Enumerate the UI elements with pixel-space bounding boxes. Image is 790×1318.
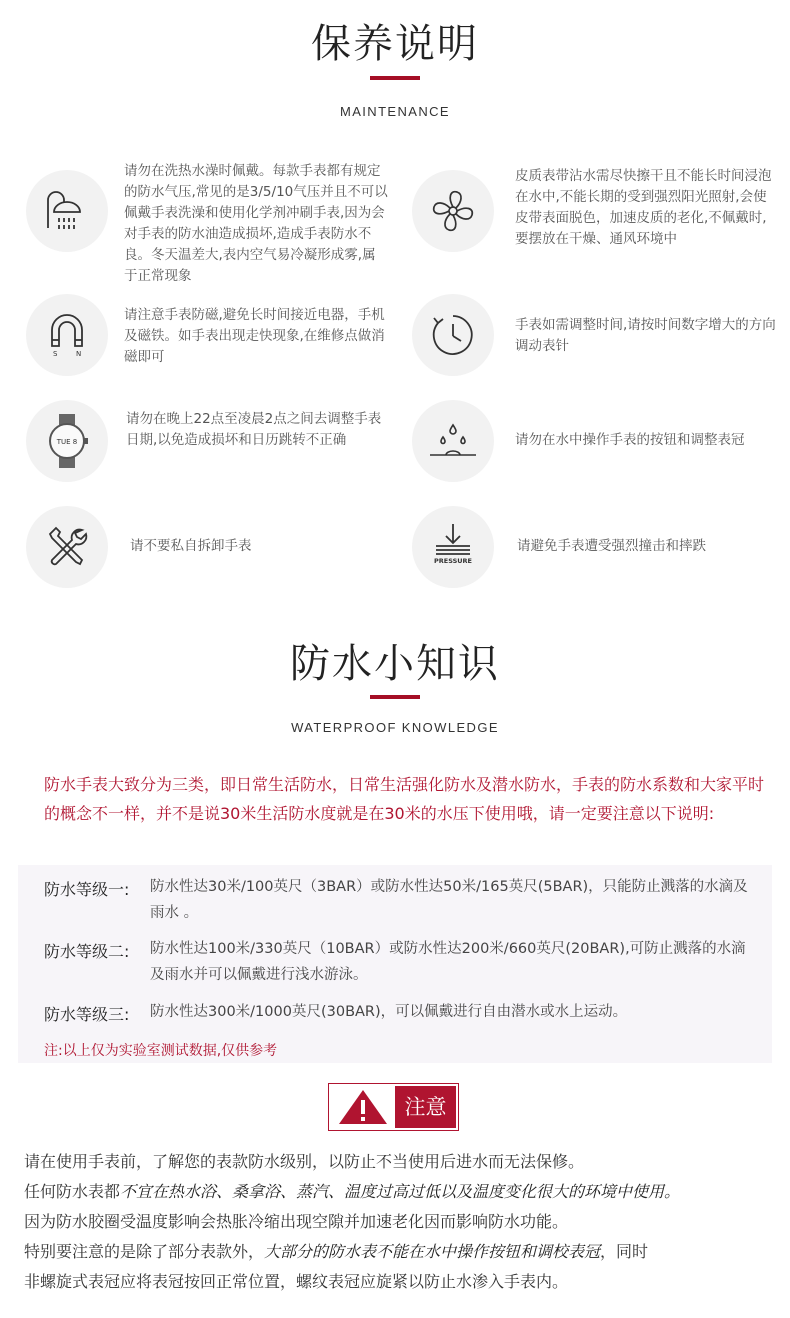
svg-text:S: S <box>53 350 58 358</box>
caution-line-3: 因为防水胶圈受温度影响会热胀冷缩出现空隙并加速老化因而影响防水功能。 <box>24 1212 569 1231</box>
level-1-label: 防水等级一: <box>44 880 130 899</box>
caution-line-4-emphasis: 大部分的防水表不能在水中操作按钮和调校表冠 <box>264 1242 601 1261</box>
level-3-label: 防水等级三: <box>44 1005 130 1024</box>
water-drop-icon <box>412 400 494 482</box>
maintenance-item-text: 请不要私自拆卸手表 <box>130 538 252 554</box>
maintenance-item-text: 请注意手表防磁,避免长时间接近电器，手机及磁铁。如手表出现走快现象,在维修点做消磁即可 <box>124 307 385 365</box>
maintenance-title-bar <box>370 76 420 80</box>
waterproof-title-bar <box>370 695 420 699</box>
caution-line-4-start: 特别要注意的是除了部分表款外， <box>24 1242 265 1261</box>
level-1-text: 防水性达30米/100英尺（3BAR）或防水性达50米/165英尺(5BAR)，只能防止溅落的水滴及雨水 。 <box>150 879 748 921</box>
maintenance-title: 保养说明 <box>311 21 479 67</box>
maintenance-item-text: 手表如需调整时间,请按时间数字增大的方向调动表针 <box>515 317 776 354</box>
fan-icon <box>412 170 494 252</box>
caution-line-2 <box>24 1177 774 1207</box>
lab-note: 注:以上仅为实验室测试数据,仅供参考 <box>44 1043 278 1059</box>
caution-line-4-end: ，同时 <box>600 1242 649 1261</box>
caution-label: 注意 <box>395 1086 456 1128</box>
maintenance-item-text: 请避免手表遭受强烈撞击和摔跌 <box>517 538 706 554</box>
caution-line-2-start: 任何防水表都 <box>24 1182 121 1201</box>
maintenance-item-text: 请勿在晚上22点至凌晨2点之间去调整手表日期,以免造成损坏和日历跳转不正确 <box>126 411 382 448</box>
shower-icon <box>26 170 108 252</box>
caution-line-4 <box>24 1237 774 1267</box>
maintenance-item-text: 请勿在水中操作手表的按钮和调整表冠 <box>515 432 745 448</box>
clock-adjust-icon <box>412 294 494 376</box>
maintenance-item-text: 皮质表带沾水需尽快擦干且不能长时间浸泡在水中,不能长期的受到强烈阳光照射,会使皮带表面脱色，加速皮质的老化,不佩戴时,要摆放在干燥、通风环境中 <box>515 168 772 247</box>
watch-date-icon <box>26 400 108 482</box>
pressure-icon <box>412 506 494 588</box>
caution-line-1: 请在使用手表前，了解您的表款防水级别，以防止不当使用后进水而无法保修。 <box>24 1152 585 1171</box>
warning-icon <box>335 1086 391 1128</box>
waterproof-subtitle: WATERPROOF KNOWLEDGE <box>291 720 499 735</box>
caution-line-2-emphasis: 不宜在热水浴、桑拿浴、蒸汽、温度过高过低以及温度变化很大的环境中使用。 <box>120 1182 681 1201</box>
maintenance-subtitle: MAINTENANCE <box>339 104 451 119</box>
caution-badge <box>328 1083 459 1131</box>
watch-date-label: TUE 8 <box>56 438 78 446</box>
tools-icon <box>26 506 108 588</box>
waterproof-intro: 防水手表大致分为三类，即日常生活防水，日常生活强化防水及潜水防水，手表的防水系数和大家平时的概念不一样，并不是说30米生活防水度就是在30米的水压下使用哦，请一定要注意以下说明: <box>44 775 765 823</box>
level-2-text: 防水性达100米/330英尺（10BAR）或防水性达200米/660英尺(20BAR),可防止溅落的水滴及雨水并可以佩戴进行浅水游泳。 <box>150 941 746 983</box>
level-2-label: 防水等级二: <box>44 942 130 961</box>
maintenance-item-text: 请勿在洗热水澡时佩戴。每款手表都有规定的防水气压,常见的是3/5/10气压并且不可以佩戴手表洗澡和使用化学剂冲刷手表,因为会对手表的防水油造成损坏,造成手表防水不良。冬天温差大,表内空气易冷凝形成雾,属于正常现象 <box>124 163 388 284</box>
caution-line-5: 非螺旋式表冠应将表冠按回正常位置，螺纹表冠应旋紧以防止水渗入手表内。 <box>24 1272 569 1291</box>
level-3-text: 防水性达300米/1000英尺(30BAR)，可以佩戴进行自由潜水或水上运动。 <box>150 1004 628 1020</box>
magnet-icon <box>26 294 108 376</box>
svg-text:N: N <box>76 350 82 358</box>
pressure-label: PRESSURE <box>433 557 473 565</box>
waterproof-title: 防水小知识 <box>290 641 500 687</box>
